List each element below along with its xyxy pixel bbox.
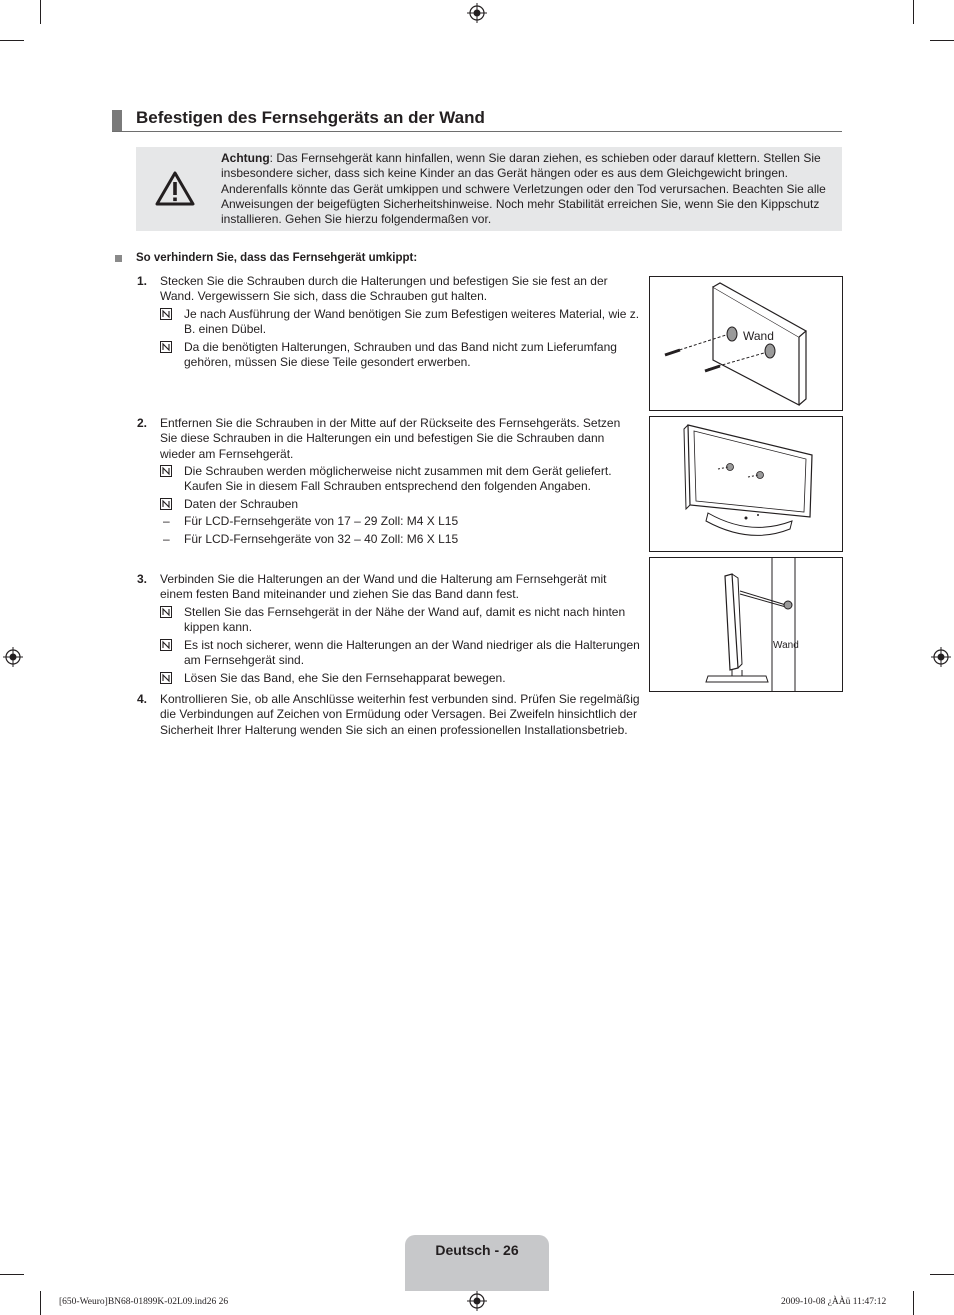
warning-text	[221, 151, 833, 227]
page-number: Deutsch - 26	[435, 1242, 519, 1258]
heading-rule	[112, 131, 842, 132]
note-icon	[160, 639, 172, 651]
step-number: 3.	[137, 572, 148, 586]
page-title: Befestigen des Fernsehgeräts an der Wand	[136, 108, 485, 127]
dash-item: Für LCD-Fernsehgeräte von 17 – 29 Zoll: M4 X L15	[184, 514, 459, 528]
slug-right: 2009-10-08 ¿ÀÀü 11:47:12	[781, 1297, 887, 1307]
dash-item: Für LCD-Fernsehgeräte von 32 – 40 Zoll: M6 X L15	[184, 532, 459, 546]
warning-label: Achtung	[221, 151, 270, 165]
dash-marker: –	[163, 532, 170, 546]
registration-mark-icon	[467, 1291, 487, 1311]
warning-triangle-icon	[155, 171, 195, 206]
wall-bracket-illustration	[650, 277, 842, 410]
step-text: Entfernen Sie die Schrauben in der Mitte auf der Rückseite des Fernsehgeräts. Setzen Sie diese Schrauben in die Halterungen ein und befestigen Sie die Schrauben dann wieder am Fernsehgerät.	[160, 416, 621, 461]
note-text: Stellen Sie das Fernsehgerät in der Nähe der Wand auf, damit es nicht nach hinten kippen kann.	[184, 605, 626, 635]
tv-rear-illustration	[650, 417, 842, 551]
note-text: Je nach Ausführung der Wand benötigen Sie zum Befestigen weiteres Material, wie z. B. einen Dübel.	[184, 307, 640, 337]
note-icon	[160, 498, 172, 510]
crop-mark	[913, 0, 914, 24]
note-icon	[160, 672, 172, 684]
note-text: Die Schrauben werden möglicherweise nicht zusammen mit dem Gerät geliefert. Kaufen Sie in diesem Fall Schrauben entsprechend den folgenden Angaben.	[184, 464, 612, 494]
crop-mark	[0, 40, 24, 41]
crop-mark	[930, 40, 954, 41]
crop-mark	[0, 1274, 24, 1275]
step-text: Stecken Sie die Schrauben durch die Halterungen und befestigen Sie sie fest an der Wand. Vergewissern Sie sich, dass die Schrauben gut halten.	[160, 274, 608, 304]
note-icon	[160, 308, 172, 320]
step-text: Kontrollieren Sie, ob alle Anschlüsse weiterhin fest verbunden sind. Prüfen Sie regelmäßig die Verbindungen auf Zeichen von Ermüdung oder Versagen. Bei Zweifeln hinsichtlich der Sicherheit Ihrer Halterung wenden Sie sich an einen professionellen Installationsbetrieb.	[160, 692, 640, 737]
crop-mark	[913, 1291, 914, 1315]
subheading: So verhindern Sie, dass das Fernsehgerät umkippt:	[136, 252, 418, 264]
note-text: Lösen Sie das Band, ehe Sie den Fernsehapparat bewegen.	[184, 671, 506, 685]
crop-mark	[40, 1291, 41, 1315]
registration-mark-icon	[3, 647, 23, 667]
figure-tv-back	[649, 416, 843, 552]
bullet-square-icon	[115, 255, 122, 262]
note-icon	[160, 465, 172, 477]
step-text: Verbinden Sie die Halterungen an der Wand und die Halterung am Fernsehgerät mit einem festen Band miteinander und ziehen Sie das Band dann fest.	[160, 572, 607, 602]
heading-marker	[112, 110, 122, 132]
figure-wall-brackets	[649, 276, 843, 411]
figure-side-strap	[649, 557, 843, 692]
note-icon	[160, 606, 172, 618]
note-text: Daten der Schrauben	[184, 497, 299, 511]
note-text: Da die benötigten Halterungen, Schrauben und das Band nicht zum Lieferumfang gehören, müssen Sie diese Teile gesondert erwerben.	[184, 340, 617, 370]
registration-mark-icon	[931, 647, 951, 667]
dash-marker: –	[163, 514, 170, 528]
wall-label: Wand	[743, 329, 774, 343]
step-number: 1.	[137, 274, 148, 288]
note-icon	[160, 341, 172, 353]
crop-mark	[40, 0, 41, 24]
strap-side-illustration	[650, 558, 842, 691]
step-number: 4.	[137, 692, 148, 706]
slug-left: [650-Weuro]BN68-01899K-02L09.ind26 26	[59, 1297, 229, 1307]
wall-label: Wand	[773, 640, 799, 651]
warning-body: : Das Fernsehgerät kann hinfallen, wenn Sie daran ziehen, es schieben oder darauf klettern. Stellen Sie insbesondere sicher, dass sich keine Kinder an das Gerät hängen oder es aus dem Gleichgewicht bringen. Anderenfalls könnte das Gerät umkippen und schwere Verletzungen oder den Tod verursachen. Beachten Sie alle Anweisungen der beigefügten Sicherheitshinweise. Noch mehr Stabilität erreichen Sie, wenn Sie den Kippschutz installieren. Gehen Sie hierzu folgendermaßen vor.	[221, 151, 826, 227]
crop-mark	[930, 1274, 954, 1275]
step-number: 2.	[137, 416, 148, 430]
note-text: Es ist noch sicherer, wenn die Halterungen an der Wand niedriger als die Halterungen am Fernsehgerät sind.	[184, 638, 640, 668]
registration-mark-icon	[467, 3, 487, 23]
